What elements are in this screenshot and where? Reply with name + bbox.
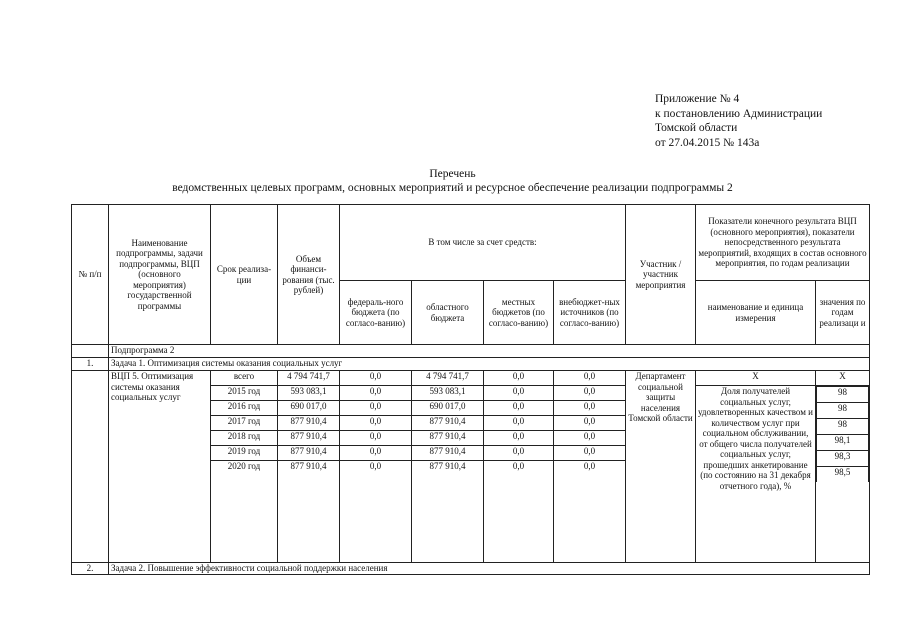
period-cell: 2015 год (211, 386, 278, 401)
header-num: № п/п (72, 205, 109, 345)
task2-text: Задача 2. Повышение эффективности социальной поддержки населения (109, 563, 870, 575)
document-title: Перечень (429, 168, 476, 180)
indicator-values-cell (816, 386, 870, 563)
header-local: местных бюджетов (по согласо-ванию) (484, 281, 554, 345)
subprogram-label: Подпрограмма 2 (109, 345, 870, 358)
appendix-line2: к постановлению Администрации (655, 107, 823, 120)
extra-cell: 0,0 (554, 386, 626, 401)
appendix-line1: Приложение № 4 (655, 93, 740, 105)
appendix-line4: от 27.04.2015 № 143а (655, 136, 760, 149)
header-sources: В том числе за счет средств: (340, 205, 626, 281)
extra-cell: 0,0 (554, 401, 626, 416)
indicator-value: 98,5 (817, 467, 869, 483)
indicator-values (816, 386, 869, 482)
document-subtitle: ведомственных целевых программ, основных мероприятий и ресурсное обеспечение реализации подпрограммы 2 (172, 182, 733, 194)
period-cell: 2018 год (211, 431, 278, 446)
period-cell: всего (211, 371, 278, 386)
local-cell: 0,0 (484, 431, 554, 446)
task2-num: 2. (72, 563, 109, 575)
extra-cell: 0,0 (554, 431, 626, 446)
indicator-x-value: X (816, 371, 870, 386)
header-participant: Участник / участник мероприятия (626, 205, 696, 345)
indicator-value: 98,1 (817, 435, 869, 451)
vcp-name: ВЦП 5. Оптимизация системы оказания социальных услуг (109, 371, 211, 563)
volume-cell: 877 910,4 (278, 461, 340, 563)
indicator-x-name: X (696, 371, 816, 386)
local-cell: 0,0 (484, 416, 554, 431)
header-name: Наименование подпрограммы, задачи подпрограммы, ВЦП (основного мероприятия) государственной программы (109, 205, 211, 345)
volume-cell: 877 910,4 (278, 446, 340, 461)
federal-cell: 0,0 (340, 371, 412, 386)
indicator-value: 98,3 (817, 451, 869, 467)
header-indicators: Показатели конечного результата ВЦП (основного мероприятия), показатели непосредственного результата мероприятий, входящих в состав основного мероприятия, по годам реализации (696, 205, 870, 281)
appendix-line3: Томской области (655, 122, 738, 134)
federal-cell: 0,0 (340, 386, 412, 401)
indicator-name: Доля получателей социальных услуг, удовлетворенных качеством и количеством услуг при социальном обслуживании, от общего числа получателей социальных услуг, прошедших анкетирование (по состоянию на 31 декабря отчетного года), % (696, 386, 816, 563)
period-cell: 2017 год (211, 416, 278, 431)
volume-cell: 877 910,4 (278, 416, 340, 431)
task1-text: Задача 1. Оптимизация системы оказания социальных услуг (109, 358, 870, 371)
volume-cell: 877 910,4 (278, 431, 340, 446)
local-cell: 0,0 (484, 446, 554, 461)
header-volume: Объем финанси-рования (тыс. рублей) (278, 205, 340, 345)
header-federal: федераль-ного бюджета (по согласо-ванию) (340, 281, 412, 345)
regional-cell: 877 910,4 (412, 431, 484, 446)
indicator-value: 98 (817, 403, 869, 419)
regional-cell: 4 794 741,7 (412, 371, 484, 386)
program-table (71, 204, 870, 575)
federal-cell: 0,0 (340, 461, 412, 563)
extra-cell: 0,0 (554, 416, 626, 431)
participant-cell: Департамент социальной защиты населения Томской области (626, 371, 696, 563)
regional-cell: 593 083,1 (412, 386, 484, 401)
local-cell: 0,0 (484, 461, 554, 563)
extra-cell: 0,0 (554, 371, 626, 386)
regional-cell: 877 910,4 (412, 461, 484, 563)
local-cell: 0,0 (484, 371, 554, 386)
period-cell: 2020 год (211, 461, 278, 563)
extra-cell: 0,0 (554, 461, 626, 563)
federal-cell: 0,0 (340, 446, 412, 461)
local-cell: 0,0 (484, 401, 554, 416)
task1-num: 1. (72, 358, 109, 371)
header-regional: областного бюджета (412, 281, 484, 345)
volume-cell: 593 083,1 (278, 386, 340, 401)
header-ind-values: значения по годам реализаци и (816, 281, 870, 345)
local-cell: 0,0 (484, 386, 554, 401)
extra-cell: 0,0 (554, 446, 626, 461)
federal-cell: 0,0 (340, 431, 412, 446)
header-ind-name: наименование и единица измерения (696, 281, 816, 345)
header-extra: внебюджет-ных источников (по согласо-ванию) (554, 281, 626, 345)
regional-cell: 690 017,0 (412, 401, 484, 416)
regional-cell: 877 910,4 (412, 446, 484, 461)
regional-cell: 877 910,4 (412, 416, 484, 431)
federal-cell: 0,0 (340, 416, 412, 431)
period-cell: 2019 год (211, 446, 278, 461)
indicator-value: 98 (817, 419, 869, 435)
appendix-block (655, 92, 822, 150)
header-period: Срок реализа-ции (211, 205, 278, 345)
period-cell: 2016 год (211, 401, 278, 416)
federal-cell: 0,0 (340, 401, 412, 416)
volume-cell: 690 017,0 (278, 401, 340, 416)
indicator-value: 98 (817, 387, 869, 403)
volume-cell: 4 794 741,7 (278, 371, 340, 386)
